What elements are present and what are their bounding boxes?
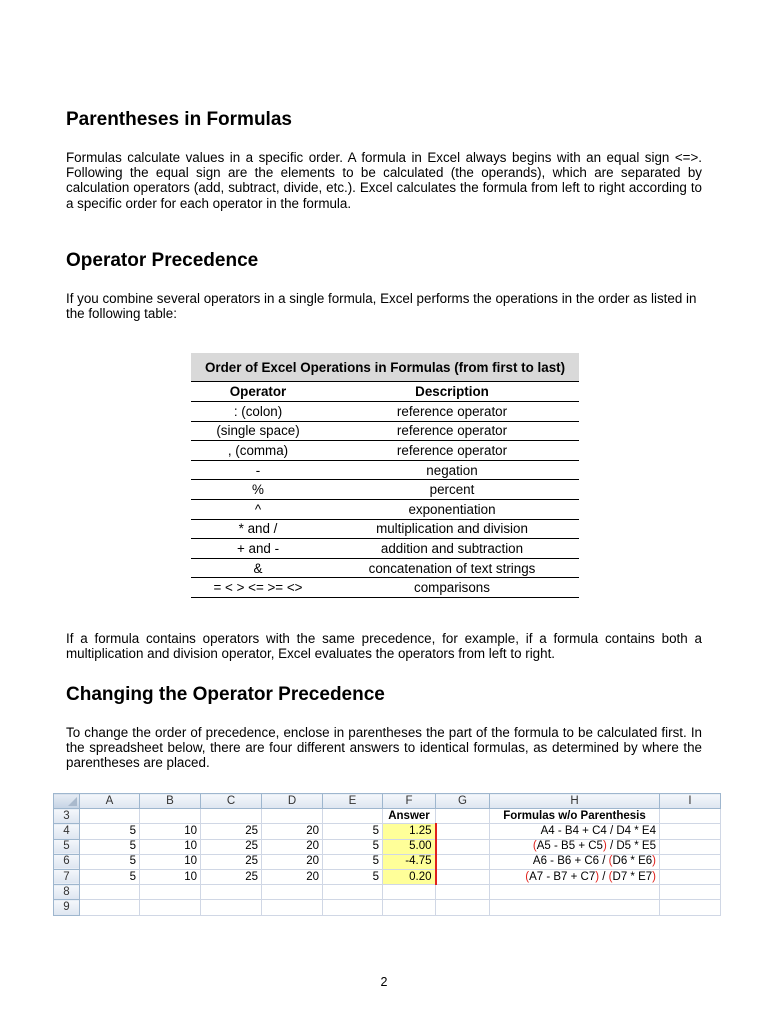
row-header[interactable]: 4 <box>54 824 80 839</box>
description-cell: reference operator <box>325 441 579 461</box>
spreadsheet <box>53 793 721 916</box>
table-row <box>191 402 579 422</box>
description-cell: addition and subtraction <box>325 539 579 559</box>
column-header-a[interactable]: A <box>80 794 140 809</box>
row-header[interactable]: 6 <box>54 854 80 869</box>
cell[interactable] <box>383 885 436 900</box>
operator-cell: (single space) <box>191 421 325 441</box>
cell[interactable] <box>660 900 721 915</box>
answer-cell[interactable]: 1.25 <box>383 824 436 839</box>
answer-cell[interactable]: 0.20 <box>383 869 436 884</box>
operator-cell: , (comma) <box>191 441 325 461</box>
formula-segment: A6 - B6 + C6 / <box>532 855 609 868</box>
operator-cell: = < > <= >= <> <box>191 578 325 598</box>
formulas-header-cell[interactable]: Formulas w/o Parenthesis <box>490 809 660 824</box>
formula-segment: ( <box>532 840 537 853</box>
cell[interactable] <box>436 839 490 854</box>
formula-segment: / <box>599 870 609 883</box>
operator-cell: - <box>191 460 325 480</box>
cell[interactable] <box>201 809 262 824</box>
paragraph-parentheses: Formulas calculate values in a specific order. A formula in Excel always begins with an equal sign <=>. Following the equal sign are the elements to be calculated (the operands), which are separated by calculation operators (add, subtract, divide, etc.). Excel calculates the formula from left to right according to a specific order for each operator in the formula. <box>66 150 702 211</box>
table-row <box>191 499 579 519</box>
formula-segment: D7 * E7 <box>612 870 653 883</box>
cell[interactable] <box>436 885 490 900</box>
cell[interactable] <box>490 885 660 900</box>
cell[interactable] <box>436 854 490 869</box>
description-cell: exponentiation <box>325 499 579 519</box>
value-cell-e[interactable]: 5 <box>323 869 383 884</box>
value-cell-c[interactable]: 25 <box>201 869 262 884</box>
description-cell: reference operator <box>325 421 579 441</box>
answer-cell[interactable]: 5.00 <box>383 839 436 854</box>
sheet-row <box>54 869 721 884</box>
cell[interactable] <box>262 900 323 915</box>
formula-cell[interactable] <box>490 869 660 884</box>
value-cell-a[interactable]: 5 <box>80 854 140 869</box>
formula-segment: ) <box>652 870 656 883</box>
cell[interactable] <box>436 809 490 824</box>
column-header-c[interactable]: C <box>201 794 262 809</box>
description-cell: multiplication and division <box>325 519 579 539</box>
sheet-row <box>54 854 721 869</box>
select-all-icon <box>68 797 77 806</box>
column-header-g[interactable]: G <box>436 794 490 809</box>
cell[interactable] <box>201 885 262 900</box>
table-row <box>191 519 579 539</box>
column-header-i[interactable]: I <box>660 794 721 809</box>
heading-operator-precedence: Operator Precedence <box>66 250 259 271</box>
value-cell-d[interactable]: 20 <box>262 854 323 869</box>
formula-segment: ( <box>608 870 613 883</box>
value-cell-d[interactable]: 20 <box>262 824 323 839</box>
column-header-operator: Operator <box>191 382 325 402</box>
operator-cell: ^ <box>191 499 325 519</box>
formula-segment: ( <box>608 855 613 868</box>
cell[interactable] <box>660 839 721 854</box>
formula-segment: A5 - B5 + C5 <box>536 840 603 853</box>
cell[interactable] <box>436 900 490 915</box>
value-cell-e[interactable]: 5 <box>323 854 383 869</box>
column-header-row <box>54 794 721 809</box>
description-cell: concatenation of text strings <box>325 558 579 578</box>
value-cell-a[interactable]: 5 <box>80 824 140 839</box>
cell[interactable] <box>660 854 721 869</box>
row-header[interactable]: 9 <box>54 900 80 915</box>
cell[interactable] <box>383 900 436 915</box>
sheet-row <box>54 885 721 900</box>
row-header[interactable]: 7 <box>54 869 80 884</box>
formula-segment: / D5 * E5 <box>606 840 656 853</box>
page-number: 2 <box>380 975 388 989</box>
table-row <box>191 441 579 461</box>
table-row <box>191 480 579 500</box>
column-header-description: Description <box>325 382 579 402</box>
operator-cell: + and - <box>191 539 325 559</box>
answer-cell[interactable]: -4.75 <box>383 854 436 869</box>
answer-header-cell[interactable]: Answer <box>383 809 436 824</box>
row-header[interactable]: 8 <box>54 885 80 900</box>
cell[interactable] <box>323 900 383 915</box>
value-cell-d[interactable]: 20 <box>262 839 323 854</box>
value-cell-a[interactable]: 5 <box>80 839 140 854</box>
cell[interactable] <box>323 885 383 900</box>
cell[interactable] <box>490 900 660 915</box>
value-cell-b[interactable]: 10 <box>140 869 201 884</box>
cell[interactable] <box>80 885 140 900</box>
formula-segment: A4 - B4 + C4 / D4 * E4 <box>540 824 656 837</box>
description-cell: negation <box>325 460 579 480</box>
row-header[interactable]: 5 <box>54 839 80 854</box>
formula-segment: A7 - B7 + C7 <box>529 870 596 883</box>
column-header-d[interactable]: D <box>262 794 323 809</box>
value-cell-b[interactable]: 10 <box>140 839 201 854</box>
cell[interactable] <box>80 809 140 824</box>
value-cell-b[interactable]: 10 <box>140 854 201 869</box>
cell[interactable] <box>80 900 140 915</box>
cell[interactable] <box>201 900 262 915</box>
formula-segment: ) <box>602 840 607 853</box>
heading-parentheses: Parentheses in Formulas <box>66 109 292 130</box>
cell[interactable] <box>140 809 201 824</box>
value-cell-c[interactable]: 25 <box>201 839 262 854</box>
cell[interactable] <box>436 869 490 884</box>
formula-segment: ) <box>652 855 656 868</box>
heading-changing-precedence: Changing the Operator Precedence <box>66 684 385 705</box>
value-cell-a[interactable]: 5 <box>80 869 140 884</box>
select-all-corner[interactable] <box>54 794 80 809</box>
value-cell-e[interactable]: 5 <box>323 839 383 854</box>
value-cell-c[interactable]: 25 <box>201 824 262 839</box>
cell[interactable] <box>323 809 383 824</box>
table-row <box>191 460 579 480</box>
cell[interactable] <box>660 885 721 900</box>
column-header-f[interactable]: F <box>383 794 436 809</box>
formula-cell[interactable] <box>490 854 660 869</box>
operator-cell: * and / <box>191 519 325 539</box>
operator-cell: : (colon) <box>191 402 325 422</box>
value-cell-c[interactable]: 25 <box>201 854 262 869</box>
cell[interactable] <box>436 824 490 839</box>
cell[interactable] <box>660 824 721 839</box>
operator-cell: & <box>191 558 325 578</box>
table-row <box>191 558 579 578</box>
value-cell-b[interactable]: 10 <box>140 824 201 839</box>
table-row <box>191 421 579 441</box>
formula-segment: ( <box>525 870 530 883</box>
column-header-e[interactable]: E <box>323 794 383 809</box>
table-row <box>191 578 579 598</box>
cell[interactable] <box>140 900 201 915</box>
cell[interactable] <box>262 885 323 900</box>
paragraph-same-precedence: If a formula contains operators with the same precedence, for example, if a formula contains both a multiplication and division operator, Excel evaluates the operators from left to right. <box>66 631 702 662</box>
cell[interactable] <box>660 809 721 824</box>
sheet-row <box>54 839 721 854</box>
cell[interactable] <box>140 885 201 900</box>
formula-segment: ) <box>595 870 600 883</box>
sheet-row <box>54 824 721 839</box>
formula-cell[interactable] <box>490 824 660 839</box>
formula-cell[interactable] <box>490 839 660 854</box>
description-cell: reference operator <box>325 402 579 422</box>
paragraph-changing: To change the order of precedence, enclose in parentheses the part of the formula to be calculated first. In the spreadsheet below, there are four different answers to identical formulas, as determined by where the parentheses are placed. <box>66 725 702 771</box>
paragraph-precedence: If you combine several operators in a single formula, Excel performs the operations in the order as listed in the following table: <box>66 291 697 322</box>
cell[interactable] <box>660 869 721 884</box>
formula-segment: D6 * E6 <box>612 855 653 868</box>
description-cell: percent <box>325 480 579 500</box>
precedence-table <box>191 353 579 598</box>
sheet-row <box>54 900 721 915</box>
sheet-row <box>54 809 721 824</box>
value-cell-e[interactable]: 5 <box>323 824 383 839</box>
column-header-h[interactable]: H <box>490 794 660 809</box>
column-header-b[interactable]: B <box>140 794 201 809</box>
table-caption: Order of Excel Operations in Formulas (from first to last) <box>191 353 579 382</box>
cell[interactable] <box>262 809 323 824</box>
row-header[interactable]: 3 <box>54 809 80 824</box>
table-row <box>191 539 579 559</box>
operator-cell: % <box>191 480 325 500</box>
value-cell-d[interactable]: 20 <box>262 869 323 884</box>
description-cell: comparisons <box>325 578 579 598</box>
